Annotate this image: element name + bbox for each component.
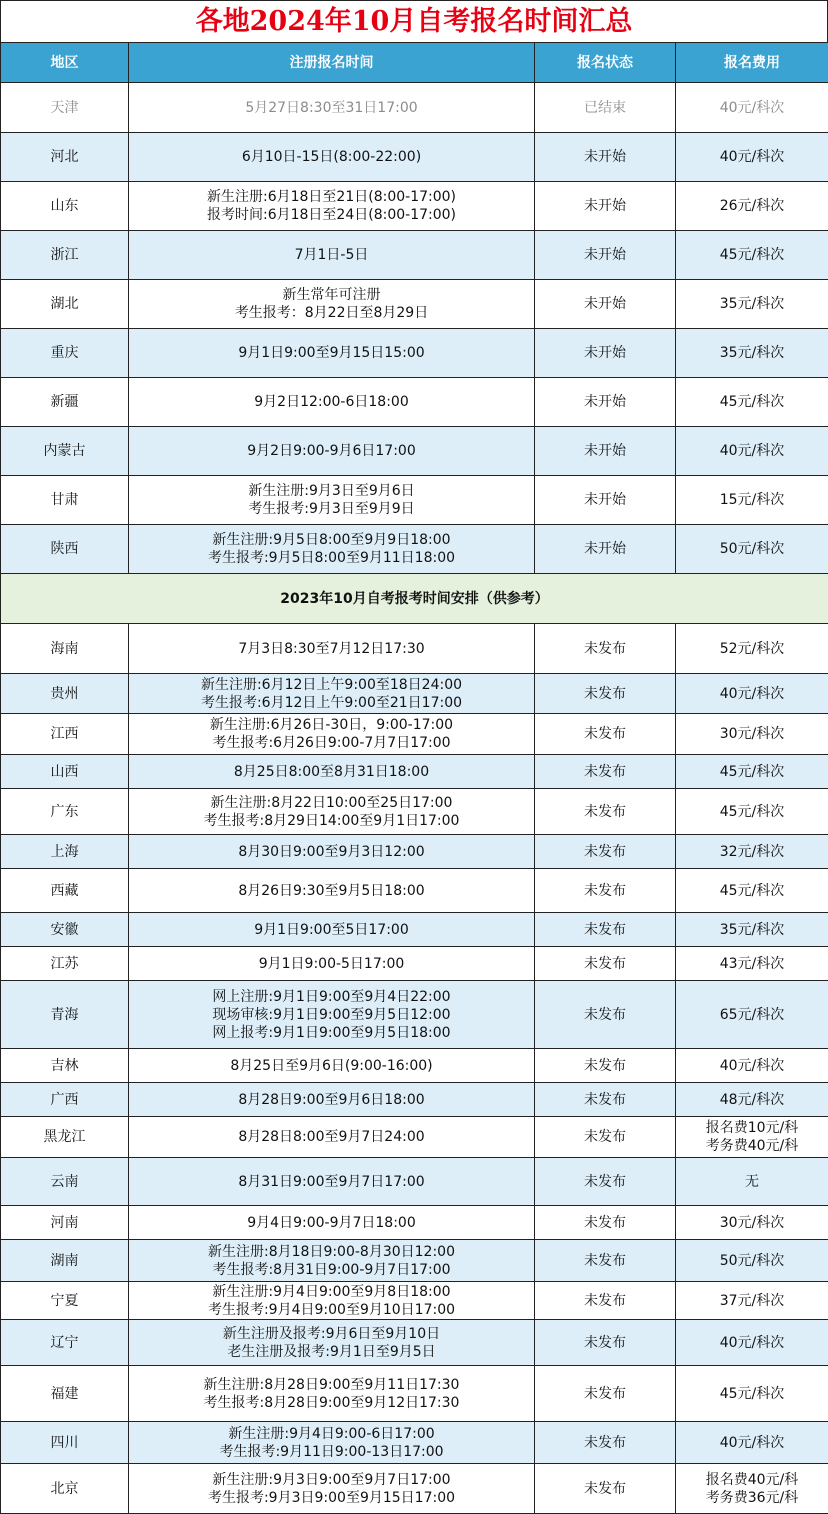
fee-line: 43元/科次 [719,955,785,972]
time-line: 考生报考:8月29日14:00至9月1日17:00 [203,812,460,829]
status-cell: 未开始 [535,231,676,280]
fee-line: 52元/科次 [719,640,785,657]
fee-cell [676,789,828,835]
time-cell [129,231,535,280]
fee-line: 考务费40元/科 [705,1138,799,1154]
table-row [1,231,828,280]
region-cell: 山东 [1,182,129,231]
time-cell [129,869,535,913]
table-row [1,1158,828,1206]
time-cell [129,1158,535,1206]
table-row [1,913,828,947]
time-cell [129,755,535,789]
region-cell: 山西 [1,755,129,789]
fee-line: 考务费36元/科 [705,1489,799,1506]
time-cell [129,329,535,378]
header-status: 报名状态 [535,43,676,83]
region-cell: 陕西 [1,525,129,574]
table-row [1,1117,828,1158]
region-cell: 江西 [1,714,129,755]
time-line: 考生报考：8月22日至8月29日 [234,305,429,321]
fee-cell [676,83,828,133]
time-cell [129,525,535,574]
fee-cell [676,427,828,476]
table-row [1,674,828,714]
time-line: 新生注册及报考:9月6日至9月10日 [222,1325,441,1342]
region-cell: 河南 [1,1206,129,1240]
time-cell [129,1464,535,1514]
region-cell: 河北 [1,133,129,182]
rows-2024 [1,83,828,574]
time-cell [129,83,535,133]
region-cell: 北京 [1,1464,129,1514]
time-line: 新生注册:8月28日9:00至9月11日17:30 [203,1376,460,1393]
time-line: 9月1日9:00至5日17:00 [254,921,409,938]
table-row [1,755,828,789]
time-line: 9月2日9:00-9月6日17:00 [247,443,416,459]
status-cell: 未发布 [535,1240,676,1282]
status-cell: 未发布 [535,1422,676,1464]
fee-line: 45元/科次 [719,763,785,780]
header-region: 地区 [1,43,129,83]
table-row [1,427,828,476]
table-row [1,947,828,981]
time-line: 9月2日12:00-6日18:00 [254,394,409,410]
table-row [1,1464,828,1514]
fee-line: 50元/科次 [719,541,785,557]
table-row [1,1206,828,1240]
time-cell [129,789,535,835]
time-cell [129,1083,535,1117]
fee-line: 35元/科次 [719,921,785,938]
fee-line: 45元/科次 [719,803,785,820]
status-cell: 未发布 [535,1206,676,1240]
fee-line: 40元/科次 [719,685,785,702]
region-cell: 湖北 [1,280,129,329]
status-cell: 未发布 [535,835,676,869]
fee-line: 40元/科次 [719,1057,785,1074]
time-cell [129,133,535,182]
time-cell [129,476,535,525]
fee-line: 26元/科次 [719,198,785,214]
region-cell: 云南 [1,1158,129,1206]
fee-line: 报名费10元/科 [705,1120,799,1136]
time-line: 8月28日9:00至9月6日18:00 [238,1091,425,1108]
time-line: 网上注册:9月1日9:00至9月4日22:00 [212,988,451,1005]
table-row [1,869,828,913]
schedule-table [0,42,828,1514]
table-row [1,981,828,1049]
time-cell [129,1049,535,1083]
fee-cell [676,280,828,329]
fee-cell [676,1240,828,1282]
table-row [1,789,828,835]
status-cell: 未发布 [535,789,676,835]
status-cell: 未发布 [535,1117,676,1158]
fee-cell [676,1117,828,1158]
time-line: 9月1日9:00-5日17:00 [258,955,405,972]
region-cell: 安徽 [1,913,129,947]
time-line: 现场审核:9月1日9:00至9月5日12:00 [212,1006,451,1023]
fee-line: 45元/科次 [719,394,785,410]
fee-cell [676,182,828,231]
region-cell: 广东 [1,789,129,835]
time-line: 考生报考:9月11日9:00-13日17:00 [219,1443,444,1460]
region-cell: 海南 [1,624,129,674]
region-cell: 内蒙古 [1,427,129,476]
time-line: 8月25日至9月6日(9:00-16:00) [230,1057,433,1074]
fee-cell [676,1083,828,1117]
status-cell: 未开始 [535,378,676,427]
time-line: 8月28日8:00至9月7日24:00 [238,1129,425,1145]
time-line: 新生注册:9月4日9:00-6日17:00 [228,1425,435,1442]
fee-line: 45元/科次 [719,882,785,899]
header-fee: 报名费用 [676,43,828,83]
time-line: 8月25日8:00至8月31日18:00 [233,763,430,780]
status-cell: 未发布 [535,981,676,1049]
status-cell: 未开始 [535,525,676,574]
fee-cell [676,981,828,1049]
fee-cell [676,1366,828,1422]
table-row [1,1240,828,1282]
status-cell: 未发布 [535,1366,676,1422]
fee-line: 40元/科次 [719,99,785,116]
fee-cell [676,329,828,378]
status-cell: 未发布 [535,714,676,755]
fee-cell [676,674,828,714]
region-cell: 天津 [1,83,129,133]
time-line: 8月30日9:00至9月3日12:00 [238,843,425,860]
table-row [1,1422,828,1464]
fee-cell [676,1464,828,1514]
fee-cell [676,714,828,755]
time-line: 新生注册:9月3日至9月6日 [248,483,415,499]
status-cell: 未发布 [535,913,676,947]
time-line: 老生注册及报考:9月1日至9月5日 [227,1343,436,1360]
fee-line: 65元/科次 [719,1006,785,1023]
region-cell: 上海 [1,835,129,869]
time-cell [129,1320,535,1366]
time-cell [129,1282,535,1320]
time-line: 新生注册:9月4日9:00至9月8日18:00 [212,1283,451,1300]
fee-cell [676,525,828,574]
time-line: 考生报考:6月26日9:00-7月7日17:00 [212,735,451,751]
status-cell: 未发布 [535,674,676,714]
fee-cell [676,835,828,869]
header-time: 注册报名时间 [129,43,535,83]
rows-2023 [1,624,828,1514]
region-cell: 贵州 [1,674,129,714]
time-cell [129,913,535,947]
fee-cell [676,755,828,789]
region-cell: 宁夏 [1,1282,129,1320]
time-line: 新生注册:6月18日至21日(8:00-17:00) [206,189,456,205]
time-cell [129,1366,535,1422]
time-line: 考生报考:8月28日9:00至9月12日17:30 [203,1394,460,1411]
region-cell: 甘肃 [1,476,129,525]
fee-line: 无 [745,1173,759,1190]
table-row [1,83,828,133]
time-cell [129,714,535,755]
time-cell [129,427,535,476]
time-line: 考生报考:9月3日9:00至9月15日17:00 [207,1489,456,1506]
header-row [1,43,828,83]
time-line: 8月26日9:30至9月5日18:00 [238,882,425,899]
status-cell: 未发布 [535,1464,676,1514]
time-line: 新生注册:9月3日9:00至9月7日17:00 [212,1471,451,1488]
time-cell [129,674,535,714]
status-cell: 未发布 [535,755,676,789]
page-title: 各地2024年10月自考报名时间汇总 [0,0,828,42]
fee-line: 48元/科次 [719,1091,785,1108]
time-line: 考生报考:6月12日上午9:00至21日17:00 [200,694,463,711]
fee-line: 40元/科次 [719,1434,785,1451]
table-row [1,1366,828,1422]
region-cell: 新疆 [1,378,129,427]
time-line: 考生报考:9月5日8:00至9月11日18:00 [207,550,456,566]
status-cell: 未开始 [535,133,676,182]
status-cell: 未开始 [535,182,676,231]
region-cell: 江苏 [1,947,129,981]
time-cell [129,624,535,674]
fee-cell [676,947,828,981]
table-row [1,525,828,574]
fee-line: 40元/科次 [719,1334,785,1351]
status-cell: 未发布 [535,1282,676,1320]
fee-cell [676,1049,828,1083]
status-cell: 未开始 [535,329,676,378]
region-cell: 青海 [1,981,129,1049]
fee-cell [676,378,828,427]
table-row [1,1049,828,1083]
time-line: 8月31日9:00至9月7日17:00 [238,1173,425,1190]
time-line: 考生报考:9月4日9:00至9月10日17:00 [207,1301,456,1318]
fee-cell [676,476,828,525]
time-line: 5月27日8:30至31日17:00 [245,99,418,116]
region-cell: 西藏 [1,869,129,913]
time-line: 新生注册:8月18日9:00-8月30日12:00 [208,1243,455,1260]
time-cell [129,378,535,427]
status-cell: 未发布 [535,947,676,981]
status-cell: 未发布 [535,869,676,913]
table-row [1,624,828,674]
region-cell: 黑龙江 [1,1117,129,1158]
fee-cell [676,1282,828,1320]
fee-line: 35元/科次 [719,345,785,361]
section-2023 [1,574,828,624]
status-cell: 未开始 [535,476,676,525]
region-cell: 广西 [1,1083,129,1117]
region-cell: 湖南 [1,1240,129,1282]
table-row [1,182,828,231]
time-line: 考生报考:9月3日至9月9日 [248,501,415,517]
fee-line: 30元/科次 [719,726,785,742]
table-row [1,476,828,525]
fee-line: 32元/科次 [719,843,785,860]
table-row [1,1083,828,1117]
time-cell [129,1422,535,1464]
status-cell: 未开始 [535,280,676,329]
time-cell [129,835,535,869]
fee-cell [676,1320,828,1366]
table-row [1,280,828,329]
status-cell: 未发布 [535,624,676,674]
fee-cell [676,913,828,947]
time-line: 6月10日-15日(8:00-22:00) [241,149,422,165]
time-cell [129,1240,535,1282]
fee-line: 报名费40元/科 [705,1471,799,1488]
time-cell [129,280,535,329]
fee-cell [676,869,828,913]
fee-line: 35元/科次 [719,296,785,312]
time-line: 考生报考:8月31日9:00-9月7日17:00 [212,1261,451,1278]
fee-cell [676,624,828,674]
time-line: 报考时间:6月18日至24日(8:00-17:00) [206,207,456,223]
fee-line: 45元/科次 [719,1385,785,1402]
time-cell [129,1206,535,1240]
region-cell: 四川 [1,1422,129,1464]
region-cell: 吉林 [1,1049,129,1083]
region-cell: 重庆 [1,329,129,378]
time-line: 新生注册:6月26日-30日，9:00-17:00 [209,717,454,733]
fee-cell [676,1206,828,1240]
time-line: 7月3日8:30至7月12日17:30 [238,640,425,657]
region-cell: 浙江 [1,231,129,280]
fee-cell [676,1422,828,1464]
time-line: 新生注册:9月5日8:00至9月9日18:00 [212,532,451,548]
time-cell [129,182,535,231]
table-row [1,835,828,869]
region-cell: 辽宁 [1,1320,129,1366]
time-line: 网上报考:9月1日9:00至9月5日18:00 [212,1024,451,1041]
region-cell: 福建 [1,1366,129,1422]
table-row [1,1282,828,1320]
table-row [1,1320,828,1366]
time-line: 新生注册:6月12日上午9:00至18日24:00 [200,676,463,693]
section-label: 2023年10月自考报考时间安排（供参考） [1,574,828,624]
status-cell: 未开始 [535,427,676,476]
fee-line: 37元/科次 [719,1292,785,1309]
fee-line: 40元/科次 [719,149,785,165]
fee-cell [676,1158,828,1206]
table-row [1,714,828,755]
status-cell: 未发布 [535,1083,676,1117]
fee-line: 15元/科次 [719,492,785,508]
fee-line: 45元/科次 [719,247,785,263]
time-cell [129,1117,535,1158]
table-row [1,378,828,427]
time-line: 7月1日-5日 [294,247,369,263]
fee-line: 40元/科次 [719,443,785,459]
time-line: 9月1日9:00至9月15日15:00 [238,345,425,361]
time-cell [129,981,535,1049]
section-row [1,574,828,624]
fee-line: 30元/科次 [719,1214,785,1231]
time-line: 新生注册:8月22日10:00至25日17:00 [210,794,453,811]
fee-cell [676,231,828,280]
table-row [1,329,828,378]
status-cell: 未发布 [535,1158,676,1206]
time-line: 新生常年可注册 [282,287,381,303]
fee-cell [676,133,828,182]
time-cell [129,947,535,981]
table-row [1,133,828,182]
status-cell: 未发布 [535,1320,676,1366]
status-cell: 已结束 [535,83,676,133]
time-line: 9月4日9:00-9月7日18:00 [247,1214,416,1231]
fee-line: 50元/科次 [719,1252,785,1269]
status-cell: 未发布 [535,1049,676,1083]
